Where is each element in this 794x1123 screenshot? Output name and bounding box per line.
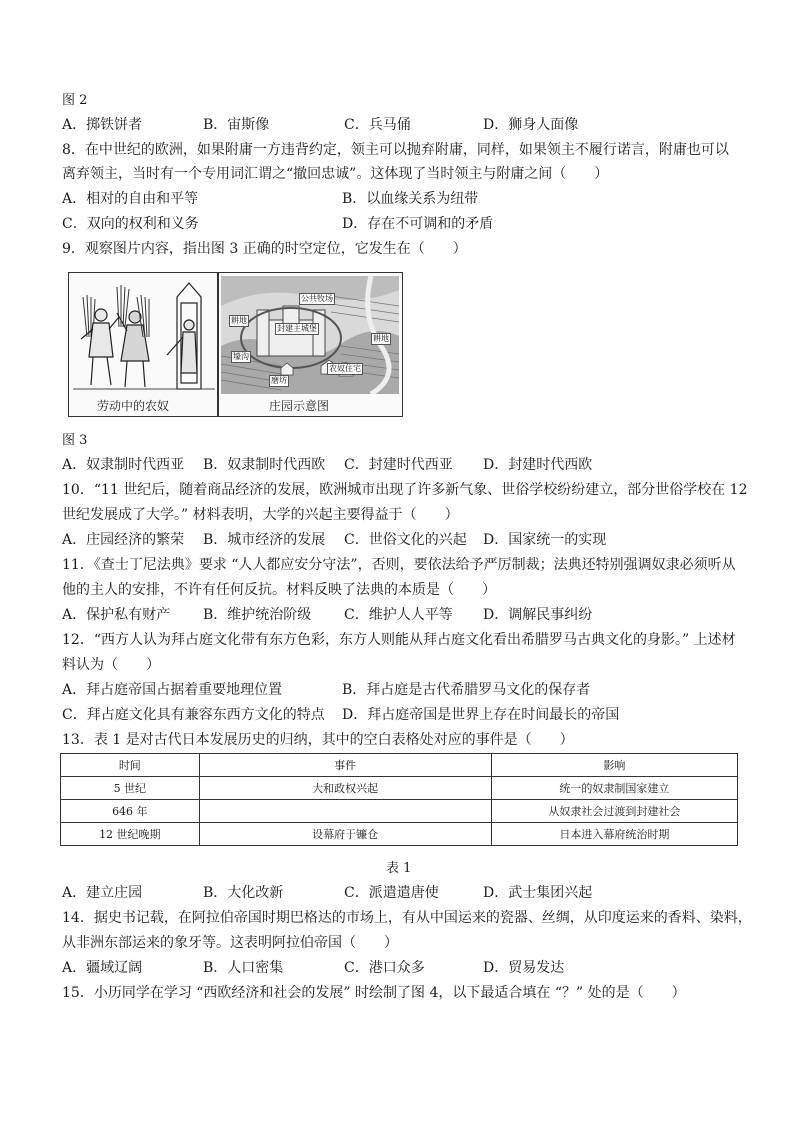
q11-option-b[interactable]: B．维护统治阶级: [203, 607, 312, 623]
table-header-row: [61, 754, 738, 777]
figure-divider: [217, 273, 219, 416]
q8-option-a[interactable]: A．相对的自由和平等: [62, 191, 199, 207]
table-cell: 12 世纪晚期: [61, 823, 200, 846]
q9-option-a[interactable]: A．奴隶制时代西亚: [62, 457, 185, 473]
table-row: [61, 823, 738, 846]
table-cell: 日本进入幕府统治时期: [491, 823, 737, 846]
table-1-caption: 表 1: [386, 861, 412, 876]
q11-option-d[interactable]: D．调解民事纠纷: [483, 607, 593, 623]
table-header-impact: 影响: [491, 754, 737, 777]
q9-option-d[interactable]: D．封建时代西欧: [483, 457, 593, 473]
q10-option-d[interactable]: D．国家统一的实现: [483, 532, 607, 548]
q14-option-b[interactable]: B．人口密集: [203, 960, 284, 976]
label-castle: 封建主城堡: [277, 324, 317, 333]
q12-option-b[interactable]: B．拜占庭是古代希腊罗马文化的保存者: [342, 682, 591, 698]
q14-stem-line2: 从非洲东部运来的象牙等。这表明阿拉伯帝国（ ）: [62, 935, 398, 951]
table-row: [61, 800, 738, 823]
q14-option-a[interactable]: A．疆域辽阔: [62, 960, 143, 976]
label-moat: 壕沟: [233, 352, 249, 361]
q7-option-a[interactable]: A．掷铁饼者: [62, 117, 143, 133]
q9-option-c[interactable]: C．封建时代西亚: [344, 457, 453, 473]
table-cell: 统一的奴隶制国家建立: [491, 777, 737, 800]
q11-option-a[interactable]: A．保护私有财产: [62, 607, 171, 623]
q8-option-c[interactable]: C．双向的权利和义务: [62, 216, 199, 232]
q8-stem-line2: 离弃领主，当时有一个专用词汇谓之“撤回忠诚”。这体现了当时领主与附庸之间（ ）: [62, 166, 609, 182]
q11-stem-line1: 11．《查士丁尼法典》要求 “人人都应安分守法”，否则，要依法给予严厉制裁；法典还特别强调奴隶必须听从: [62, 557, 736, 573]
q8-stem-line1: 8．在中世纪的欧洲，如果附庸一方违背约定，领主可以抛弃附庸，同样，如果领主不履行诺言，附庸也可以: [62, 142, 729, 158]
q12-stem-line2: 料认为（ ）: [62, 657, 160, 673]
q12-option-c[interactable]: C．拜占庭文化具有兼容东西方文化的特点: [62, 707, 325, 723]
table-header-event: 事件: [199, 754, 491, 777]
table-cell: 设幕府于镰仓: [199, 823, 491, 846]
q10-stem-line2: 世纪发展成了大学。” 材料表明，大学的兴起主要得益于（ ）: [62, 507, 459, 523]
table-1: [60, 753, 738, 846]
q8-option-b[interactable]: B．以血缘关系为纽带: [342, 191, 479, 207]
figure-3-left-caption: 劳动中的农奴: [97, 399, 170, 413]
table-cell: 大和政权兴起: [199, 777, 491, 800]
q10-option-c[interactable]: C．世俗文化的兴起: [344, 532, 467, 548]
table-cell: 646 年: [61, 800, 200, 823]
table-cell: 5 世纪: [61, 777, 200, 800]
q13-option-c[interactable]: C．派遣遣唐使: [344, 885, 439, 901]
serfs-illustration: [73, 277, 215, 392]
table-row: [61, 777, 738, 800]
q15-stem: 15．小历同学在学习 “西欧经济和社会的发展” 时绘制了图 4，以下最适合填在 “？” 处的是（ ）: [62, 985, 686, 1001]
table-cell-blank: [199, 800, 491, 823]
q8-option-d[interactable]: D．存在不可调和的矛盾: [342, 216, 494, 232]
q7-option-c[interactable]: C．兵马俑: [344, 117, 411, 133]
label-common-pasture: 公共牧场: [301, 294, 333, 303]
fig2-caption: 图 2: [62, 93, 88, 108]
label-farmland-right: 耕地: [373, 334, 389, 343]
q10-option-b[interactable]: B．城市经济的发展: [203, 532, 326, 548]
q12-option-a[interactable]: A．拜占庭帝国占据着重要地理位置: [62, 682, 283, 698]
q7-option-b[interactable]: B．宙斯像: [203, 117, 270, 133]
q10-stem-line1: 10．“11 世纪后，随着商品经济的发展，欧洲城市出现了许多新气象、世俗学校纷纷建立，部分世俗学校在 12: [62, 482, 748, 498]
q14-stem-line1: 14．据史书记载，在阿拉伯帝国时期巴格达的市场上，有从中国运来的瓷器、丝绸，从印度运来的香料、染料，: [62, 910, 752, 926]
q9-option-b[interactable]: B．奴隶制时代西欧: [203, 457, 326, 473]
q7-option-d[interactable]: D．狮身人面像: [483, 117, 579, 133]
q10-option-a[interactable]: A．庄园经济的繁荣: [62, 532, 185, 548]
q13-option-a[interactable]: A．建立庄园: [62, 885, 143, 901]
fig3-caption: 图 3: [62, 433, 88, 448]
table-header-time: 时间: [61, 754, 200, 777]
label-farmland-left: 耕地: [231, 316, 247, 325]
q11-stem-line2: 他的主人的安排，不许有任何反抗。材料反映了法典的本质是（ ）: [62, 582, 496, 598]
label-serf-houses: 农奴住宅: [329, 364, 361, 373]
q13-option-d[interactable]: D．武士集团兴起: [483, 885, 593, 901]
figure-3: [68, 272, 403, 417]
q13-stem: 13．表 1 是对古代日本发展历史的归纳，其中的空白表格处对应的事件是（ ）: [62, 732, 574, 748]
q11-option-c[interactable]: C．维护人人平等: [344, 607, 453, 623]
q14-option-c[interactable]: C．港口众多: [344, 960, 425, 976]
q12-option-d[interactable]: D．拜占庭帝国是世界上存在时间最长的帝国: [342, 707, 620, 723]
figure-3-right-caption: 庄园示意图: [269, 399, 330, 413]
label-mill: 磨坊: [271, 376, 287, 385]
q13-option-b[interactable]: B．大化改新: [203, 885, 284, 901]
q12-stem-line1: 12．“西方人认为拜占庭文化带有东方色彩，东方人则能从拜占庭文化看出希腊罗马古典文化的身影。” 上述材: [62, 632, 736, 648]
table-cell: 从奴隶社会过渡到封建社会: [491, 800, 737, 823]
q14-option-d[interactable]: D．贸易发达: [483, 960, 565, 976]
q9-stem: 9．观察图片内容，指出图 3 正确的时空定位，它发生在（ ）: [62, 241, 467, 257]
